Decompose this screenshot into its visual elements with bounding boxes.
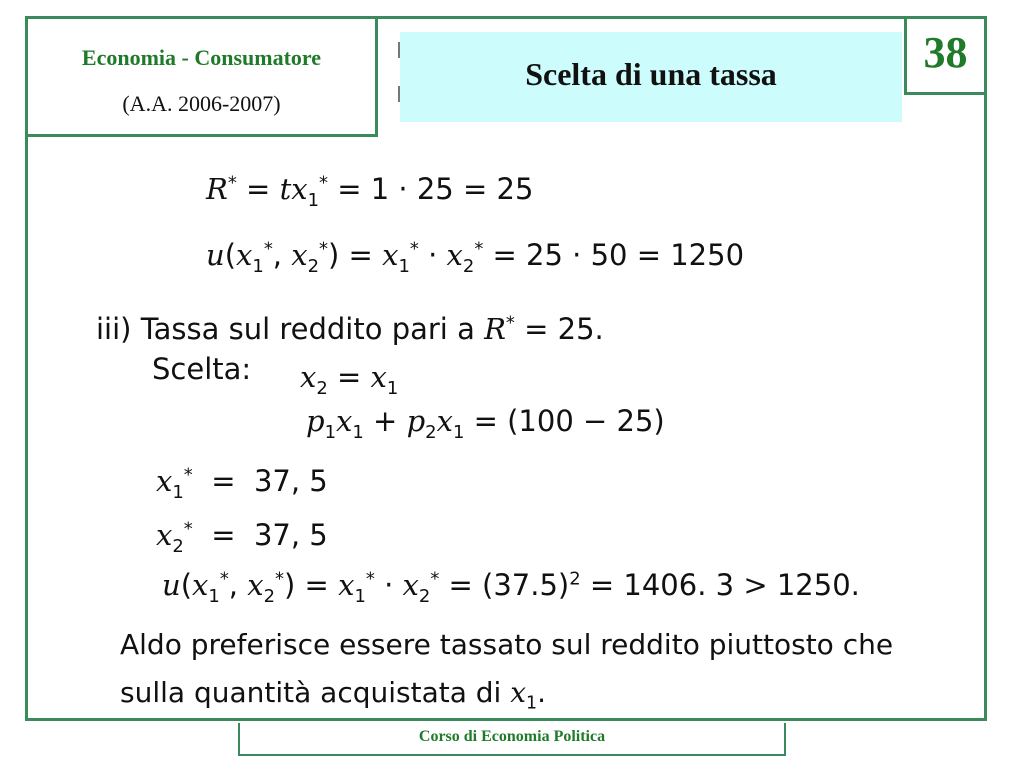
conclusion-line-1: Aldo preferisce essere tassato sul reddito piuttosto che: [120, 628, 894, 661]
item-iii-heading: iii) Tassa sul reddito pari a R* = 25.: [96, 312, 604, 346]
choice-equation-1: $x_2 = x_1$: [300, 360, 399, 399]
choice-equation-2: $p_1x_1 + p_2x_1 = (100 - 25)$: [306, 404, 665, 443]
solution-x2: $x_2^* = 37$, 5: [156, 518, 328, 557]
footer-box: [238, 723, 786, 756]
choice-label: Scelta:: [152, 352, 252, 386]
equation-utility-taxed: $u(x_1^*$, $x_2^*) = x_1^* \cdot x_2^* = 25 \cdot 50 = 1250$: [206, 238, 745, 277]
course-title: Economia - Consumatore: [81, 45, 322, 70]
footer-text: Corso di Economia Politica: [418, 728, 606, 745]
slide-title: Scelta di una tassa: [525, 56, 777, 92]
page-number: 38: [923, 28, 968, 77]
equation-utility-income-tax: $u(x_1^*$, $x_2^*) = x_1^* \cdot x_2^* = (37.5)^2 = 1406$. 3 > 1250.: [162, 568, 860, 607]
slide-title-box: [400, 32, 902, 122]
page-number-box: [904, 16, 987, 95]
conclusion-line-2: sulla quantità acquistata di $x_1$.: [120, 676, 546, 714]
equation-revenue: $R^* = tx_1^* = 1 \cdot 25 = 25$: [206, 172, 534, 211]
solution-x1: $x_1^* = 37$, 5: [156, 464, 328, 503]
course-header-box: [25, 16, 378, 137]
academic-year: (A.A. 2006-2007): [122, 91, 281, 116]
